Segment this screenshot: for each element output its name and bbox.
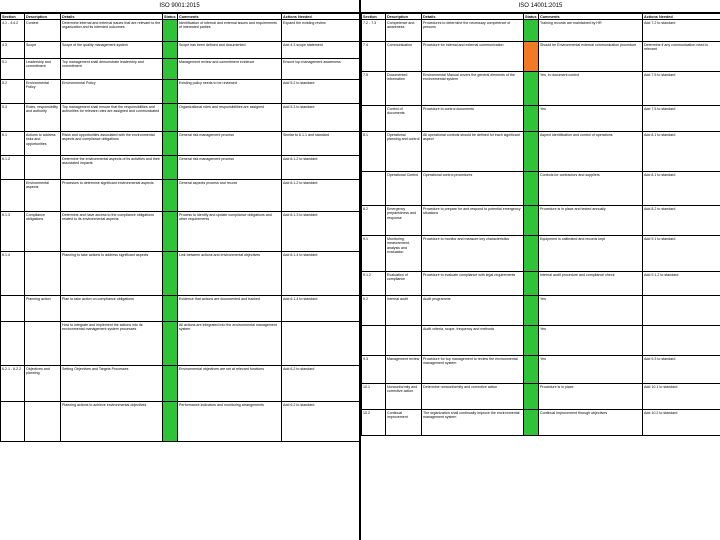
cell-description: Operational Control <box>386 172 422 206</box>
cell-description: Context <box>25 20 61 42</box>
left-header-description: Description <box>25 14 61 20</box>
table-row <box>362 236 720 272</box>
table-row <box>1 104 360 132</box>
status-green-cell <box>163 42 178 59</box>
status-green-cell <box>524 384 539 410</box>
table-row <box>1 252 360 296</box>
cell-details: The organization shall continually improve the environmental management system <box>422 410 524 436</box>
right-header-description: Description <box>386 14 422 20</box>
cell-section: 9.1 <box>362 236 386 272</box>
table-row <box>362 206 720 236</box>
cell-description: Monitoring, measurement, analysis and evaluation <box>386 236 422 272</box>
cell-description: Management review <box>386 356 422 384</box>
right-header-actions: Actions Needed <box>643 14 720 20</box>
left-gap-table <box>0 13 359 442</box>
cell-details: Scope of the quality management system <box>61 42 163 59</box>
cell-section: 4.3 <box>1 42 25 59</box>
right-header-status: Status <box>525 14 537 19</box>
cell-comments: Yes <box>539 106 643 132</box>
status-green-cell <box>163 156 178 180</box>
cell-details: Audit programme <box>422 296 524 326</box>
cell-actions: Similar to 6.1.1 and standard <box>282 132 360 156</box>
cell-description <box>386 326 422 356</box>
left-header-status: Status <box>164 14 176 19</box>
cell-details: Environmental Manual covers the general elements of the environmental system <box>422 72 524 106</box>
cell-section: 7.5 <box>362 72 386 106</box>
left-header-section: Section <box>1 14 25 20</box>
cell-actions: Add 9.3 to standard <box>643 356 720 384</box>
cell-section: 7.4 <box>362 42 386 72</box>
right-sheet-title: ISO 14001:2015 <box>361 0 720 13</box>
cell-comments: General risk management process <box>178 156 282 180</box>
cell-details: Determine and have access to the compliance obligations related to its environmental aspects <box>61 212 163 252</box>
cell-details: Top management shall ensure that the responsibilities and authorities for relevant roles are assigned and communicated <box>61 104 163 132</box>
table-row <box>362 72 720 106</box>
table-row <box>362 356 720 384</box>
status-green-cell <box>163 212 178 252</box>
status-orange-cell <box>524 42 539 72</box>
cell-actions: Ensure top management awareness <box>282 59 360 80</box>
cell-description <box>25 322 61 366</box>
cell-section <box>362 326 386 356</box>
table-row <box>362 132 720 172</box>
status-green-cell <box>524 20 539 42</box>
cell-section <box>1 402 25 442</box>
status-green-cell <box>163 402 178 442</box>
cell-details: Procedure to evaluate compliance with legal requirements <box>422 272 524 296</box>
cell-description: Actions to address risks and opportunities <box>25 132 61 156</box>
cell-details: Determine the environmental aspects of its activities and their associated impacts <box>61 156 163 180</box>
cell-actions: Add 8.1 to standard <box>643 172 720 206</box>
status-green-cell <box>524 326 539 356</box>
status-green-cell <box>524 296 539 326</box>
right-gap-table <box>361 13 720 436</box>
cell-details: Plan to take action on compliance obligations <box>61 296 163 322</box>
cell-actions: Add 7.2 to standard <box>643 20 720 42</box>
cell-comments: Training records are maintained by HR <box>539 20 643 42</box>
cell-actions <box>282 322 360 366</box>
cell-comments: Scope has been defined and documented <box>178 42 282 59</box>
status-green-cell <box>163 104 178 132</box>
cell-comments: Aspect identification and control of operations <box>539 132 643 172</box>
cell-description: Communication <box>386 42 422 72</box>
cell-actions: Add 6.1.2 to standard <box>282 156 360 180</box>
table-row <box>362 272 720 296</box>
left-sheet <box>0 0 359 540</box>
cell-details: Procedure to prepare for and respond to potential emergency situations <box>422 206 524 236</box>
cell-section: 10.2 <box>362 410 386 436</box>
table-row <box>362 20 720 42</box>
cell-details: Planning to take actions to address significant aspects <box>61 252 163 296</box>
cell-actions: Add 6.1.3 to standard <box>282 212 360 252</box>
cell-section: 6.2.1 - 6.2.2 <box>1 366 25 402</box>
cell-details: Procedure to monitor and measure key characteristics <box>422 236 524 272</box>
status-green-cell <box>163 20 178 42</box>
table-row <box>362 172 720 206</box>
cell-section: 5.3 <box>1 104 25 132</box>
cell-details: Risks and opportunities associated with the environmental aspects and compliance obligations <box>61 132 163 156</box>
cell-description: Competence and awareness <box>386 20 422 42</box>
table-row <box>1 296 360 322</box>
status-green-cell <box>163 322 178 366</box>
status-green-cell <box>524 172 539 206</box>
cell-actions: Add 5.3 to standard <box>282 104 360 132</box>
status-green-cell <box>524 132 539 172</box>
cell-comments: Environmental objectives are set at relevant functions <box>178 366 282 402</box>
right-header-details: Details <box>422 14 524 20</box>
cell-description <box>25 252 61 296</box>
cell-comments: Controls for contractors and suppliers <box>539 172 643 206</box>
cell-description: Operational planning and control <box>386 132 422 172</box>
cell-section: 6.1.4 <box>1 252 25 296</box>
cell-actions: Add 6.1.4 to standard <box>282 296 360 322</box>
cell-comments: Existing policy needs to be reviewed <box>178 80 282 104</box>
cell-details: Setting Objectives and Targets Processes <box>61 366 163 402</box>
cell-actions: Add 6.1.2 to standard <box>282 180 360 212</box>
table-row <box>1 20 360 42</box>
table-row <box>1 402 360 442</box>
cell-section: 6.1 <box>1 132 25 156</box>
left-sheet-title: ISO 9001:2015 <box>0 0 359 13</box>
right-header-comments: Comments <box>539 14 643 20</box>
cell-details: Processes to determine significant environmental aspects <box>61 180 163 212</box>
cell-description <box>25 402 61 442</box>
cell-description: Nonconformity and corrective action <box>386 384 422 410</box>
cell-description: Roles, responsibility and authority <box>25 104 61 132</box>
cell-description: Documented information <box>386 72 422 106</box>
table-row <box>1 42 360 59</box>
cell-details: Operational control procedures <box>422 172 524 206</box>
table-row <box>1 322 360 366</box>
status-green-cell <box>524 356 539 384</box>
cell-details: Procedure for top management to review the environmental management system <box>422 356 524 384</box>
cell-description: Internal audit <box>386 296 422 326</box>
cell-details: Procedures to determine the necessary competence of persons <box>422 20 524 42</box>
cell-comments: Management review and commitment evidence <box>178 59 282 80</box>
right-sheet <box>361 0 720 540</box>
status-green-cell <box>524 236 539 272</box>
table-row <box>362 326 720 356</box>
cell-description: Objectives and planning <box>25 366 61 402</box>
cell-comments: Identification of internal and external issues and requirements of interested parties <box>178 20 282 42</box>
right-header-section: Section <box>362 14 386 20</box>
cell-comments: Equipment is calibrated and records kept <box>539 236 643 272</box>
left-header-details: Details <box>61 14 163 20</box>
status-green-cell <box>524 206 539 236</box>
cell-section: 4.1 - 4.4.2 <box>1 20 25 42</box>
cell-description <box>25 156 61 180</box>
cell-details: Procedure to control documents <box>422 106 524 132</box>
cell-section <box>362 172 386 206</box>
left-header-actions: Actions Needed <box>282 14 360 20</box>
cell-description: Compliance obligations <box>25 212 61 252</box>
status-green-cell <box>524 410 539 436</box>
cell-details: Planning actions to achieve environmental objectives <box>61 402 163 442</box>
cell-comments: Process to identify and update compliance obligations and other requirements <box>178 212 282 252</box>
cell-actions: Expand the existing review <box>282 20 360 42</box>
cell-section: 6.1.3 <box>1 212 25 252</box>
cell-section <box>1 296 25 322</box>
cell-details: Determine internal and external issues that are relevant to the organization and its intended outcomes <box>61 20 163 42</box>
cell-details: How to integrate and implement the actions into its environmental management system processes <box>61 322 163 366</box>
status-green-cell <box>163 296 178 322</box>
cell-description: Planning action <box>25 296 61 322</box>
cell-comments: Evidence that actions are documented and tracked <box>178 296 282 322</box>
cell-section: 6.1.2 <box>1 156 25 180</box>
cell-details: Determine nonconformity and corrective action <box>422 384 524 410</box>
cell-section: 9.3 <box>362 356 386 384</box>
table-row <box>1 366 360 402</box>
table-row <box>1 212 360 252</box>
cell-section: 8.2 <box>362 206 386 236</box>
status-green-cell <box>524 72 539 106</box>
left-table-body <box>1 20 360 442</box>
cell-comments: Procedure is in place and tested annually <box>539 206 643 236</box>
cell-actions <box>643 296 720 326</box>
cell-actions: Add 7.5 to standard <box>643 72 720 106</box>
cell-section: 9.2 <box>362 296 386 326</box>
status-green-cell <box>163 132 178 156</box>
table-row <box>362 296 720 326</box>
left-header-comments: Comments <box>178 14 282 20</box>
cell-description: Leadership and commitment <box>25 59 61 80</box>
table-row <box>362 106 720 132</box>
cell-section: 8.1 <box>362 132 386 172</box>
table-row <box>1 132 360 156</box>
cell-actions: Add 9.1.2 to standard <box>643 272 720 296</box>
cell-comments: Should be Environmental external communication procedure <box>539 42 643 72</box>
right-table-body <box>362 20 720 436</box>
cell-section: 10.1 <box>362 384 386 410</box>
cell-details: All operational controls should be defined for each significant aspect <box>422 132 524 172</box>
cell-comments: Link between actions and environmental objectives <box>178 252 282 296</box>
cell-description: Emergency preparedness and response <box>386 206 422 236</box>
cell-actions: Add 5.2 to standard <box>282 80 360 104</box>
cell-comments: Performance indicators and monitoring arrangements <box>178 402 282 442</box>
cell-actions: Add 6.2 to standard <box>282 366 360 402</box>
cell-details: Top management shall demonstrate leadership and commitment <box>61 59 163 80</box>
table-row <box>362 410 720 436</box>
table-row <box>362 384 720 410</box>
cell-description: Scope <box>25 42 61 59</box>
status-green-cell <box>163 180 178 212</box>
cell-actions: Add 10.2 to standard <box>643 410 720 436</box>
table-row <box>1 156 360 180</box>
cell-comments: All actions are integrated into the environmental management system <box>178 322 282 366</box>
cell-description: Evaluation of compliance <box>386 272 422 296</box>
cell-comments: General aspects process and record <box>178 180 282 212</box>
cell-comments: Yes <box>539 296 643 326</box>
status-green-cell <box>524 106 539 132</box>
cell-details: Audit criteria, scope, frequency and methods <box>422 326 524 356</box>
cell-details: Procedure for internal and external communication <box>422 42 524 72</box>
status-green-cell <box>163 252 178 296</box>
cell-section <box>362 106 386 132</box>
status-green-cell <box>163 59 178 80</box>
cell-description: Environmental aspects <box>25 180 61 212</box>
cell-section: 7.2 - 7.3 <box>362 20 386 42</box>
cell-description: Continual improvement <box>386 410 422 436</box>
table-row <box>1 180 360 212</box>
cell-actions: Add 10.1 to standard <box>643 384 720 410</box>
table-row <box>362 42 720 72</box>
cell-section: 5.1 <box>1 59 25 80</box>
cell-description: Control of documents <box>386 106 422 132</box>
status-green-cell <box>163 366 178 402</box>
cell-actions: Add 9.1 to standard <box>643 236 720 272</box>
cell-comments: Procedure is in place <box>539 384 643 410</box>
status-green-cell <box>163 80 178 104</box>
cell-section <box>1 180 25 212</box>
cell-comments: Organizational roles and responsibilities are assigned <box>178 104 282 132</box>
cell-details: Environmental Policy <box>61 80 163 104</box>
status-green-cell <box>524 272 539 296</box>
table-row <box>1 80 360 104</box>
cell-actions: Add 6.1.4 to standard <box>282 252 360 296</box>
cell-comments: Internal audit procedure and compliance check <box>539 272 643 296</box>
cell-description: Environmental Policy <box>25 80 61 104</box>
cell-section <box>1 322 25 366</box>
cell-section: 5.2 <box>1 80 25 104</box>
cell-comments: General risk management process <box>178 132 282 156</box>
cell-actions: Add 8.1 to standard <box>643 132 720 172</box>
cell-actions: Determine if any communication need is relevant <box>643 42 720 72</box>
cell-actions: Add 6.2 to standard <box>282 402 360 442</box>
cell-actions: Add 8.2 to standard <box>643 206 720 236</box>
cell-comments: Yes <box>539 326 643 356</box>
cell-comments: Yes, in document control <box>539 72 643 106</box>
cell-actions <box>643 326 720 356</box>
cell-comments: Continual improvement through objectives <box>539 410 643 436</box>
cell-section: 9.1.2 <box>362 272 386 296</box>
cell-actions: Add 7.5 to standard <box>643 106 720 132</box>
cell-actions: Add 4.3 scope statement <box>282 42 360 59</box>
table-row <box>1 59 360 80</box>
cell-comments: Yes <box>539 356 643 384</box>
